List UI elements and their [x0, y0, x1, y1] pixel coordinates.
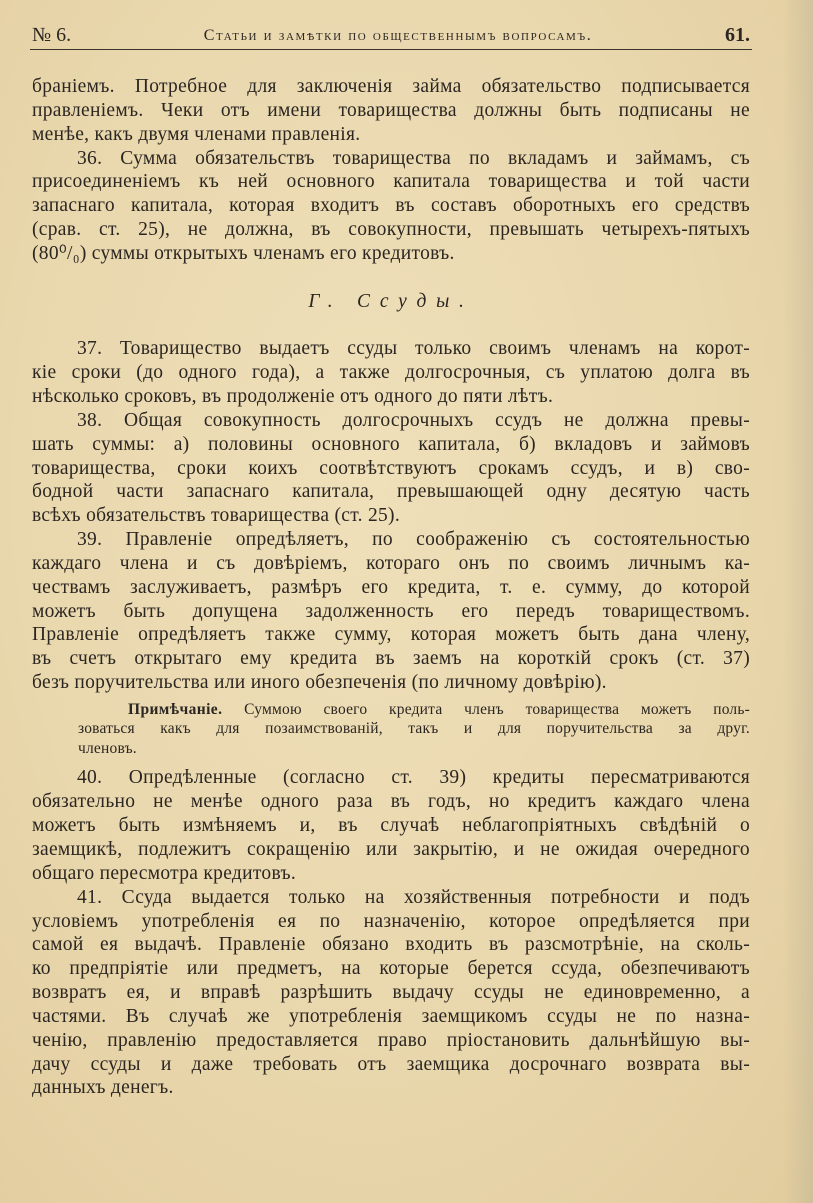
text-line: 38. Общая совокупность долгосрочныхъ ссудъ не должна превы-: [77, 409, 750, 431]
text-line: (80⁰/₀) суммы открытыхъ членамъ его кредитовъ.: [32, 242, 455, 264]
text-line: можетъ быть допущена задолженность его передъ товариществомъ.: [32, 600, 750, 622]
text-line: возвратъ ея, и вправѣ разрѣшить выдачу ссуды не единовременно, а: [32, 982, 750, 1004]
text-line: 39. Правленіе опредѣляетъ, по соображенію съ состоятельностью: [77, 529, 750, 551]
page-edge-shadow: [783, 0, 813, 1203]
article-40: [32, 766, 750, 885]
text-line: (срав. ст. 25), не должна, въ совокупности, превышать четырехъ-пятыхъ: [32, 219, 750, 241]
text-line: 41. Ссуда выдается только на хозяйственныя потребности и подъ: [77, 886, 750, 908]
text-line: товарищества, сроки коихъ соотвѣтствуютъ срокамъ ссудъ, и в) сво-: [32, 457, 750, 479]
text-line: менѣе, какъ двумя членами правленія.: [32, 123, 361, 145]
text-line: правленіемъ. Чеки отъ имени товарищества должны быть подписаны не: [32, 99, 750, 121]
text-line: самой ея выдачѣ. Правленіе обязано входить въ разсмотрѣніе, на сколь-: [32, 934, 750, 956]
text-line: обязательно не менѣе одного раза въ годъ, но кредитъ каждаго члена: [32, 791, 750, 813]
text-line: 40. Опредѣленные (согласно ст. 39) кредиты пересматриваются: [77, 767, 750, 789]
text-line: зоваться какъ для позаимствованій, такъ и для поручительства за друг.: [78, 720, 750, 738]
note-text: Суммою своего кредита членъ товарищества можетъ поль-: [244, 700, 751, 718]
text-line: общаго пересмотра кредитовъ.: [32, 862, 297, 884]
text-line: 37. Товарищество выдаетъ ссуды только своимъ членамъ на корот-: [77, 338, 750, 360]
text-line: ченію, правленію предоставляется право пріостановить дальнѣйшую вы-: [32, 1029, 750, 1051]
text-line: дачу ссуды и даже требовать отъ заемщика досрочнаго возврата вы-: [32, 1053, 750, 1075]
text-line: каждаго члена и съ довѣріемъ, котораго онъ по своимъ личнымъ ка-: [32, 552, 750, 574]
text-line: бодной части запаснаго капитала, превышающей одну десятую часть: [32, 481, 750, 503]
paragraph-continued: [32, 75, 750, 147]
text-line: Правленіе опредѣляетъ также сумму, которая можетъ быть дана члену,: [32, 624, 750, 646]
text-line: въ счетъ открытаго ему кредита въ заемъ на короткій срокъ (ст. 37): [32, 648, 750, 670]
issue-number: № 6.: [32, 24, 72, 46]
section-heading: Г. Ссуды.: [308, 290, 474, 312]
page-number: 61.: [724, 24, 750, 46]
article-39: [32, 528, 750, 695]
text-line: кіе сроки (до одного года), а также долгосрочныя, съ уплатою долга въ: [32, 362, 750, 384]
text-line: ко предпріятіе или предметъ, на которые берется ссуда, обезпечиваютъ: [32, 958, 750, 980]
text-line: членовъ.: [78, 739, 137, 757]
text-line: 36. Сумма обязательствъ товарищества по вкладамъ и займамъ, съ: [77, 147, 750, 169]
article-38: [32, 409, 750, 528]
page-body: [32, 75, 750, 1100]
text-line: данныхъ денегъ.: [32, 1077, 174, 1099]
text-line: можетъ быть измѣняемъ и, въ случаѣ неблагопріятныхъ свѣдѣній о: [32, 815, 750, 837]
footnote-remark: [32, 700, 750, 759]
text-line: заемщикѣ, подлежитъ сокращенію или закрытію, и не ожидая очередного: [32, 838, 750, 860]
article-36: [32, 147, 750, 266]
note-label: Примѣчаніе.: [128, 700, 223, 718]
text-line: [78, 700, 750, 720]
text-line: шать суммы: а) половины основного капитала, б) вкладовъ и займовъ: [32, 433, 750, 455]
text-line: частями. Въ случаѣ же употребленія заемщикомъ ссуды не по назна-: [32, 1005, 750, 1027]
article-37: [32, 337, 750, 409]
text-line: безъ поручительства или иного обезпеченія (по личному довѣрію).: [32, 672, 607, 694]
text-line: чествамъ заслуживаетъ, размѣръ его кредита, т. е. сумму, до которой: [32, 576, 750, 598]
text-line: запаснаго капитала, которая входитъ въ составъ оборотныхъ его средствъ: [32, 195, 750, 217]
running-header: [30, 22, 752, 50]
text-line: условіемъ употребленія ея по назначенію, которое опредѣляется при: [32, 910, 750, 932]
text-line: нѣсколько сроковъ, въ продолженіе отъ одного до пяти лѣтъ.: [32, 385, 554, 407]
article-41: [32, 886, 750, 1101]
text-line: всѣхъ обязательствъ товарищества (ст. 25).: [32, 505, 401, 527]
text-line: браніемъ. Потребное для заключенія займа обязательство подписывается: [32, 76, 750, 97]
running-title: Статьи и замѣтки по общественнымъ вопросамъ.: [203, 26, 593, 44]
text-line: присоединеніемъ къ ней основного капитала товарищества и той части: [32, 171, 750, 193]
